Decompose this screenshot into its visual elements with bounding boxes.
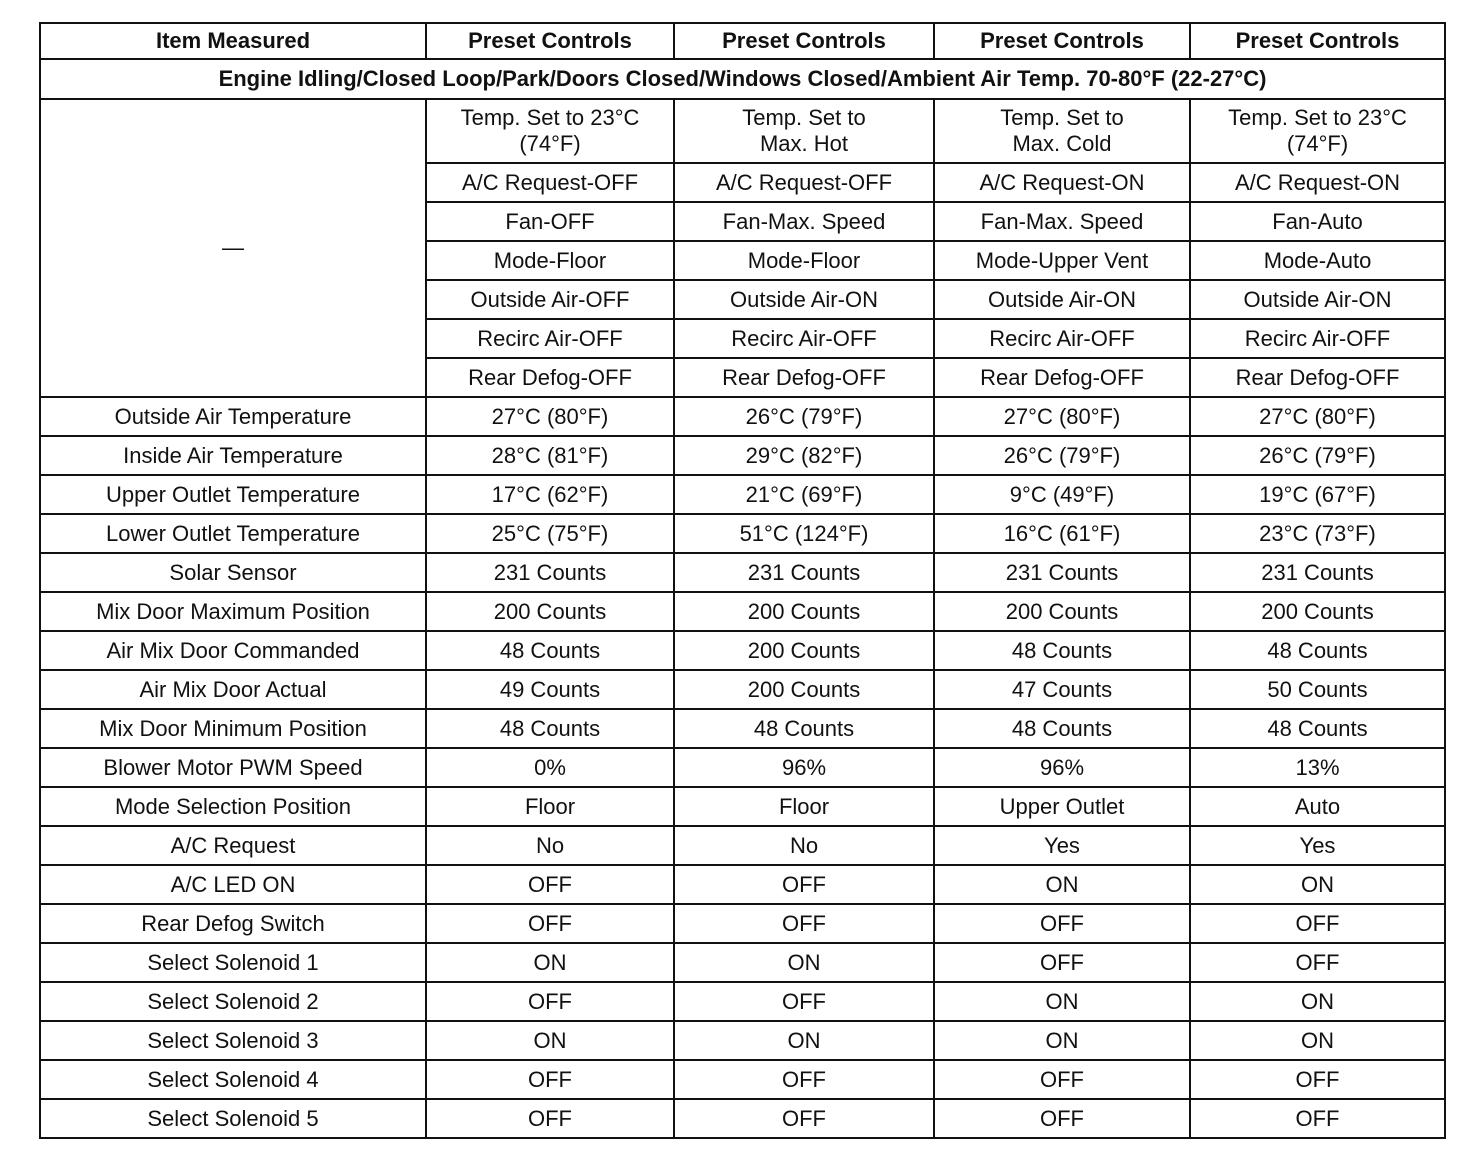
table-row bbox=[40, 943, 1445, 982]
measured-value: ON bbox=[674, 1021, 934, 1060]
recirc-setting: Recirc Air-OFF bbox=[674, 319, 934, 358]
ac-request-setting: A/C Request-OFF bbox=[674, 163, 934, 202]
measured-value: 48 Counts bbox=[1190, 631, 1445, 670]
measured-value: 47 Counts bbox=[934, 670, 1190, 709]
temp-setting-cell bbox=[674, 99, 934, 163]
item-measured-label: Select Solenoid 3 bbox=[40, 1021, 426, 1060]
measured-value: ON bbox=[934, 1021, 1190, 1060]
measured-value: 29°C (82°F) bbox=[674, 436, 934, 475]
item-measured-label: Inside Air Temperature bbox=[40, 436, 426, 475]
table-row bbox=[40, 787, 1445, 826]
ac-request-setting: A/C Request-ON bbox=[934, 163, 1190, 202]
rear-defog-setting: Rear Defog-OFF bbox=[1190, 358, 1445, 397]
measured-value: OFF bbox=[426, 904, 674, 943]
item-measured-label: Blower Motor PWM Speed bbox=[40, 748, 426, 787]
temp-setting-line1: Temp. Set to bbox=[742, 105, 866, 130]
table-row bbox=[40, 865, 1445, 904]
recirc-setting: Recirc Air-OFF bbox=[426, 319, 674, 358]
measured-value: OFF bbox=[674, 904, 934, 943]
mode-setting: Mode-Auto bbox=[1190, 241, 1445, 280]
measured-value: OFF bbox=[934, 943, 1190, 982]
measured-value: 48 Counts bbox=[426, 631, 674, 670]
measured-value: 19°C (67°F) bbox=[1190, 475, 1445, 514]
hvac-data-table-wrapper bbox=[39, 22, 1444, 1139]
temp-setting-line2: Max. Cold bbox=[1012, 131, 1112, 156]
table-row bbox=[40, 670, 1445, 709]
temp-setting-cell bbox=[934, 99, 1190, 163]
header-row bbox=[40, 23, 1445, 59]
measured-value: Yes bbox=[1190, 826, 1445, 865]
table-row bbox=[40, 1099, 1445, 1138]
ac-request-setting: A/C Request-OFF bbox=[426, 163, 674, 202]
fan-setting: Fan-Auto bbox=[1190, 202, 1445, 241]
measured-value: 48 Counts bbox=[674, 709, 934, 748]
measured-value: ON bbox=[1190, 1021, 1445, 1060]
item-measured-label: Outside Air Temperature bbox=[40, 397, 426, 436]
item-measured-label: Air Mix Door Actual bbox=[40, 670, 426, 709]
measured-value: 0% bbox=[426, 748, 674, 787]
table-row bbox=[40, 397, 1445, 436]
temp-setting-line1: Temp. Set to 23°C bbox=[1228, 105, 1407, 130]
item-measured-label: Mix Door Maximum Position bbox=[40, 592, 426, 631]
item-measured-label: Select Solenoid 2 bbox=[40, 982, 426, 1021]
measured-value: 25°C (75°F) bbox=[426, 514, 674, 553]
temp-setting-line1: Temp. Set to bbox=[1000, 105, 1124, 130]
measured-value: 26°C (79°F) bbox=[934, 436, 1190, 475]
measured-value: ON bbox=[674, 943, 934, 982]
mode-setting: Mode-Floor bbox=[426, 241, 674, 280]
measured-value: 26°C (79°F) bbox=[674, 397, 934, 436]
item-measured-label: Lower Outlet Temperature bbox=[40, 514, 426, 553]
fan-setting: Fan-Max. Speed bbox=[674, 202, 934, 241]
measured-value: Floor bbox=[426, 787, 674, 826]
measured-value: OFF bbox=[426, 982, 674, 1021]
measured-value: OFF bbox=[1190, 904, 1445, 943]
measured-value: 231 Counts bbox=[674, 553, 934, 592]
preset-controls-header: Preset Controls bbox=[426, 23, 674, 59]
item-measured-label: Select Solenoid 5 bbox=[40, 1099, 426, 1138]
measured-value: 28°C (81°F) bbox=[426, 436, 674, 475]
test-conditions-banner: Engine Idling/Closed Loop/Park/Doors Closed/Windows Closed/Ambient Air Temp. 70-80°F (22-27°C) bbox=[40, 59, 1445, 99]
measured-value: OFF bbox=[934, 904, 1190, 943]
table-row bbox=[40, 1021, 1445, 1060]
measured-value: 27°C (80°F) bbox=[426, 397, 674, 436]
outside-air-setting: Outside Air-ON bbox=[674, 280, 934, 319]
item-measured-label: Upper Outlet Temperature bbox=[40, 475, 426, 514]
measured-value: 17°C (62°F) bbox=[426, 475, 674, 514]
measured-value: 96% bbox=[674, 748, 934, 787]
mode-setting: Mode-Floor bbox=[674, 241, 934, 280]
measured-value: 200 Counts bbox=[674, 592, 934, 631]
measured-value: 9°C (49°F) bbox=[934, 475, 1190, 514]
preset-controls-header: Preset Controls bbox=[674, 23, 934, 59]
measurement-rows bbox=[40, 397, 1445, 1138]
measured-value: OFF bbox=[426, 1060, 674, 1099]
item-measured-label: A/C LED ON bbox=[40, 865, 426, 904]
rear-defog-setting: Rear Defog-OFF bbox=[674, 358, 934, 397]
temp-setting-cell bbox=[1190, 99, 1445, 163]
measured-value: 50 Counts bbox=[1190, 670, 1445, 709]
measured-value: OFF bbox=[934, 1060, 1190, 1099]
measured-value: No bbox=[674, 826, 934, 865]
item-measured-label: Select Solenoid 4 bbox=[40, 1060, 426, 1099]
rear-defog-setting: Rear Defog-OFF bbox=[426, 358, 674, 397]
measured-value: OFF bbox=[1190, 943, 1445, 982]
recirc-setting: Recirc Air-OFF bbox=[1190, 319, 1445, 358]
measured-value: OFF bbox=[426, 865, 674, 904]
measured-value: 200 Counts bbox=[426, 592, 674, 631]
temp-setting-cell bbox=[426, 99, 674, 163]
measured-value: 26°C (79°F) bbox=[1190, 436, 1445, 475]
outside-air-setting: Outside Air-ON bbox=[934, 280, 1190, 319]
measured-value: 21°C (69°F) bbox=[674, 475, 934, 514]
fan-setting: Fan-OFF bbox=[426, 202, 674, 241]
table-row bbox=[40, 436, 1445, 475]
table-row bbox=[40, 631, 1445, 670]
measured-value: 48 Counts bbox=[1190, 709, 1445, 748]
measured-value: ON bbox=[1190, 982, 1445, 1021]
measured-value: OFF bbox=[1190, 1060, 1445, 1099]
measured-value: 48 Counts bbox=[426, 709, 674, 748]
recirc-setting: Recirc Air-OFF bbox=[934, 319, 1190, 358]
measured-value: 48 Counts bbox=[934, 631, 1190, 670]
table-row bbox=[40, 982, 1445, 1021]
temp-setting-line2: Max. Hot bbox=[759, 131, 849, 156]
table-row bbox=[40, 475, 1445, 514]
item-measured-label: Mix Door Minimum Position bbox=[40, 709, 426, 748]
measured-value: 96% bbox=[934, 748, 1190, 787]
item-measured-label: Mode Selection Position bbox=[40, 787, 426, 826]
fan-setting: Fan-Max. Speed bbox=[934, 202, 1190, 241]
item-measured-label: Solar Sensor bbox=[40, 553, 426, 592]
measured-value: Upper Outlet bbox=[934, 787, 1190, 826]
measured-value: 27°C (80°F) bbox=[934, 397, 1190, 436]
measured-value: 49 Counts bbox=[426, 670, 674, 709]
item-measured-label: Air Mix Door Commanded bbox=[40, 631, 426, 670]
measured-value: 27°C (80°F) bbox=[1190, 397, 1445, 436]
preset-controls-header: Preset Controls bbox=[934, 23, 1190, 59]
item-measured-label: Select Solenoid 1 bbox=[40, 943, 426, 982]
measured-value: 200 Counts bbox=[934, 592, 1190, 631]
rear-defog-setting: Rear Defog-OFF bbox=[934, 358, 1190, 397]
measured-value: 231 Counts bbox=[934, 553, 1190, 592]
table-row bbox=[40, 826, 1445, 865]
table-row bbox=[40, 514, 1445, 553]
measured-value: No bbox=[426, 826, 674, 865]
measured-value: 51°C (124°F) bbox=[674, 514, 934, 553]
measured-value: OFF bbox=[426, 1099, 674, 1138]
measured-value: ON bbox=[426, 1021, 674, 1060]
measured-value: 231 Counts bbox=[1190, 553, 1445, 592]
table-row bbox=[40, 553, 1445, 592]
temp-setting-line1: Temp. Set to 23°C bbox=[460, 105, 640, 130]
measured-value: ON bbox=[1190, 865, 1445, 904]
conditions-label-cell: — bbox=[40, 99, 426, 397]
measured-value: Auto bbox=[1190, 787, 1445, 826]
measured-value: ON bbox=[426, 943, 674, 982]
table-row bbox=[40, 748, 1445, 787]
banner-row bbox=[40, 59, 1445, 99]
outside-air-setting: Outside Air-OFF bbox=[426, 280, 674, 319]
measured-value: OFF bbox=[674, 982, 934, 1021]
measured-value: Floor bbox=[674, 787, 934, 826]
table-row bbox=[40, 592, 1445, 631]
table-row bbox=[40, 904, 1445, 943]
mode-setting: Mode-Upper Vent bbox=[934, 241, 1190, 280]
measured-value: 16°C (61°F) bbox=[934, 514, 1190, 553]
preset-controls-header: Preset Controls bbox=[1190, 23, 1445, 59]
hvac-data-table bbox=[39, 22, 1446, 1139]
outside-air-setting: Outside Air-ON bbox=[1190, 280, 1445, 319]
measured-value: 200 Counts bbox=[674, 670, 934, 709]
table-row bbox=[40, 1060, 1445, 1099]
measured-value: 200 Counts bbox=[1190, 592, 1445, 631]
item-measured-header: Item Measured bbox=[40, 23, 426, 59]
item-measured-label: A/C Request bbox=[40, 826, 426, 865]
measured-value: ON bbox=[934, 865, 1190, 904]
measured-value: ON bbox=[934, 982, 1190, 1021]
measured-value: 231 Counts bbox=[426, 553, 674, 592]
measured-value: 200 Counts bbox=[674, 631, 934, 670]
measured-value: OFF bbox=[674, 1060, 934, 1099]
measured-value: OFF bbox=[1190, 1099, 1445, 1138]
table-row bbox=[40, 709, 1445, 748]
measured-value: OFF bbox=[934, 1099, 1190, 1138]
measured-value: Yes bbox=[934, 826, 1190, 865]
item-measured-label: Rear Defog Switch bbox=[40, 904, 426, 943]
measured-value: 23°C (73°F) bbox=[1190, 514, 1445, 553]
measured-value: OFF bbox=[674, 865, 934, 904]
temp-setting-line2: (74°F) bbox=[1286, 131, 1349, 156]
measured-value: 13% bbox=[1190, 748, 1445, 787]
temp-setting-line2: (74°F) bbox=[519, 131, 581, 156]
control-row-temp-setting bbox=[40, 99, 1445, 163]
measured-value: 48 Counts bbox=[934, 709, 1190, 748]
measured-value: OFF bbox=[674, 1099, 934, 1138]
ac-request-setting: A/C Request-ON bbox=[1190, 163, 1445, 202]
